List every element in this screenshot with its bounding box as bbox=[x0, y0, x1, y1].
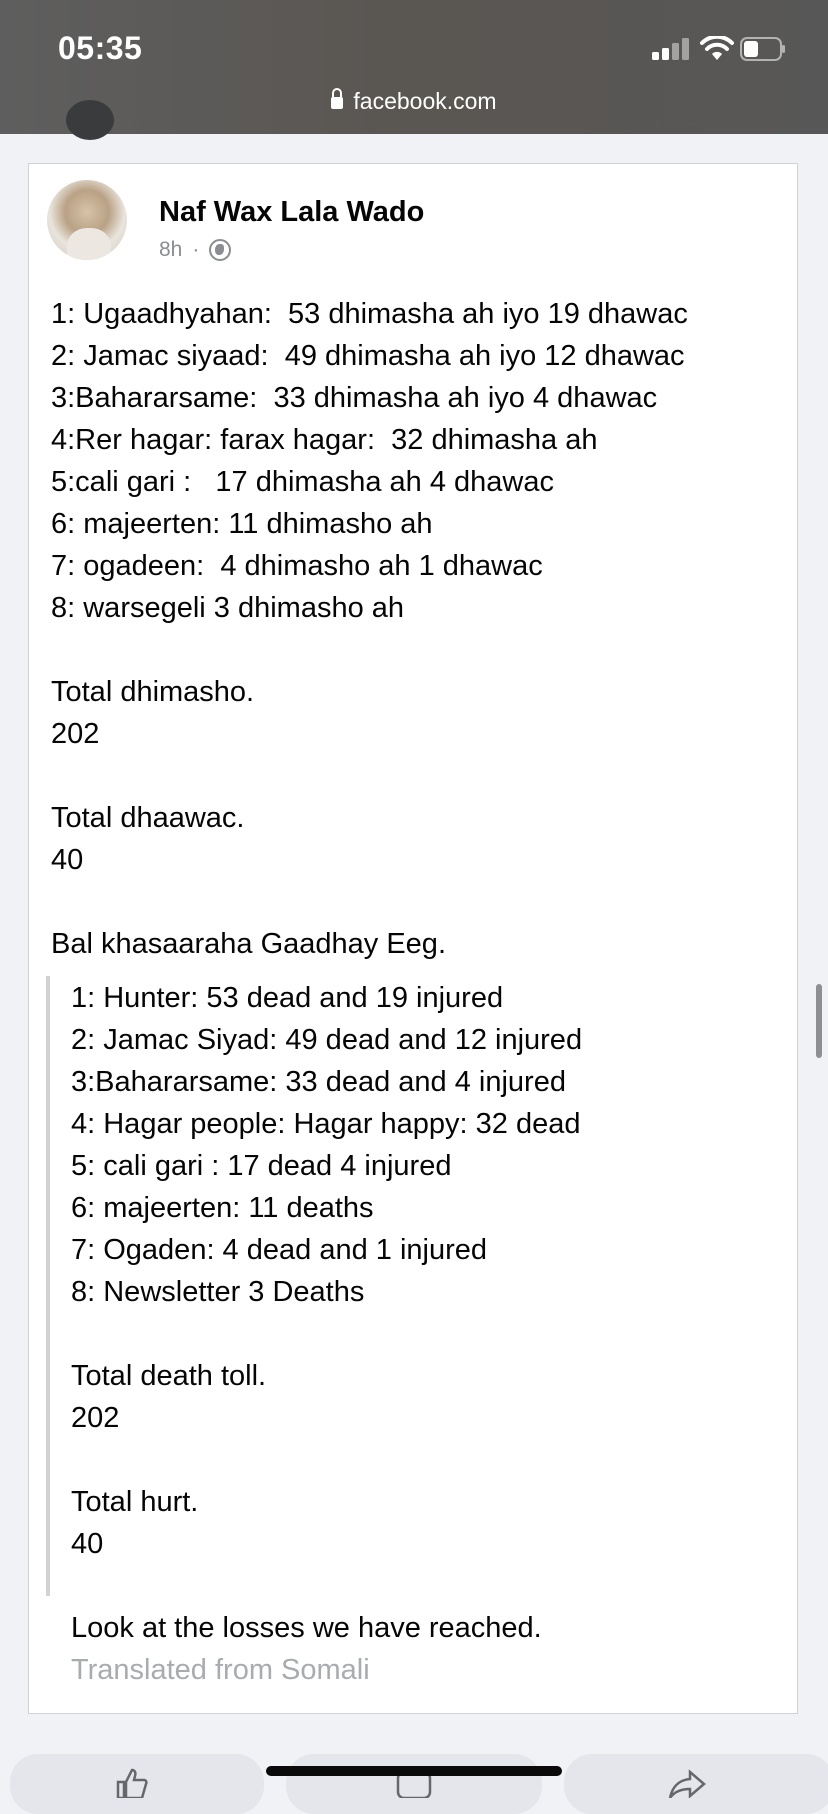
translated-line: 4: Hagar people: Hagar happy: 32 dead bbox=[71, 1108, 581, 1140]
post-line: 4:Rer hagar: farax hagar: 32 dhimasha ah bbox=[51, 424, 598, 456]
translated-line: Look at the losses we have reached. bbox=[71, 1612, 542, 1644]
post-line: 202 bbox=[51, 718, 100, 750]
address-bar[interactable] bbox=[0, 88, 828, 115]
translated-line: 3:Bahararsame: 33 dead and 4 injured bbox=[71, 1066, 566, 1098]
translated-line: 202 bbox=[71, 1402, 120, 1434]
post-line: 40 bbox=[51, 844, 84, 876]
share-button[interactable] bbox=[564, 1754, 828, 1814]
translated-line: 8: Newsletter 3 Deaths bbox=[71, 1276, 365, 1308]
post-line: 3:Bahararsame: 33 dhimasha ah iyo 4 dhawac bbox=[51, 382, 658, 414]
translated-line: 7: Ogaden: 4 dead and 1 injured bbox=[71, 1234, 487, 1266]
globe-icon bbox=[209, 239, 231, 261]
post-card bbox=[28, 163, 798, 1714]
post-line: Total dhimasho. bbox=[51, 676, 255, 708]
comment-button[interactable] bbox=[286, 1754, 542, 1814]
translated-line: 5: cali gari : 17 dead 4 injured bbox=[71, 1150, 452, 1182]
post-line: 7: ogadeen: 4 dhimasho ah 1 dhawac bbox=[51, 550, 543, 582]
thumbs-up-icon bbox=[114, 1768, 148, 1798]
post-line: 8: warsegeli 3 dhimasho ah bbox=[51, 592, 405, 624]
previous-post-avatar bbox=[66, 100, 114, 140]
meta-separator: · bbox=[192, 238, 200, 261]
translated-line: 1: Hunter: 53 dead and 19 injured bbox=[71, 982, 504, 1014]
status-time: 05:35 bbox=[58, 30, 143, 66]
translated-line: Total hurt. bbox=[71, 1486, 199, 1518]
author-name[interactable]: Naf Wax Lala Wado bbox=[159, 196, 425, 228]
url-text: facebook.com bbox=[353, 88, 497, 114]
translated-line: 6: majeerten: 11 deaths bbox=[71, 1192, 374, 1224]
post-line: Total dhaawac. bbox=[51, 802, 245, 834]
author-avatar[interactable] bbox=[47, 180, 127, 260]
translated-line: Total death toll. bbox=[71, 1360, 267, 1392]
post-line: 6: majeerten: 11 dhimasho ah bbox=[51, 508, 433, 540]
post-line: 2: Jamac siyaad: 49 dhimasha ah iyo 12 dhawac bbox=[51, 340, 685, 372]
lock-icon bbox=[331, 97, 343, 109]
battery-icon bbox=[740, 37, 786, 61]
post-line: 1: Ugaadhyahan: 53 dhimasha ah iyo 19 dhawac bbox=[51, 298, 688, 330]
translated-from-label[interactable]: Translated from Somali bbox=[71, 1654, 370, 1686]
translated-line: 2: Jamac Siyad: 49 dead and 12 injured bbox=[71, 1024, 583, 1056]
post-line: Bal khasaaraha Gaadhay Eeg. bbox=[51, 928, 446, 960]
share-icon bbox=[668, 1768, 708, 1798]
translated-line: 40 bbox=[71, 1528, 104, 1560]
wifi-icon bbox=[700, 36, 734, 62]
post-meta bbox=[159, 238, 231, 262]
translation-quote-bar bbox=[46, 976, 50, 1596]
scrollbar-thumb[interactable] bbox=[816, 984, 822, 1058]
home-indicator[interactable] bbox=[266, 1766, 562, 1776]
cellular-signal-icon bbox=[652, 38, 690, 60]
like-button[interactable] bbox=[10, 1754, 264, 1814]
post-line: 5:cali gari : 17 dhimasha ah 4 dhawac bbox=[51, 466, 554, 498]
post-time[interactable]: 8h bbox=[159, 238, 183, 261]
status-bar bbox=[0, 0, 828, 134]
